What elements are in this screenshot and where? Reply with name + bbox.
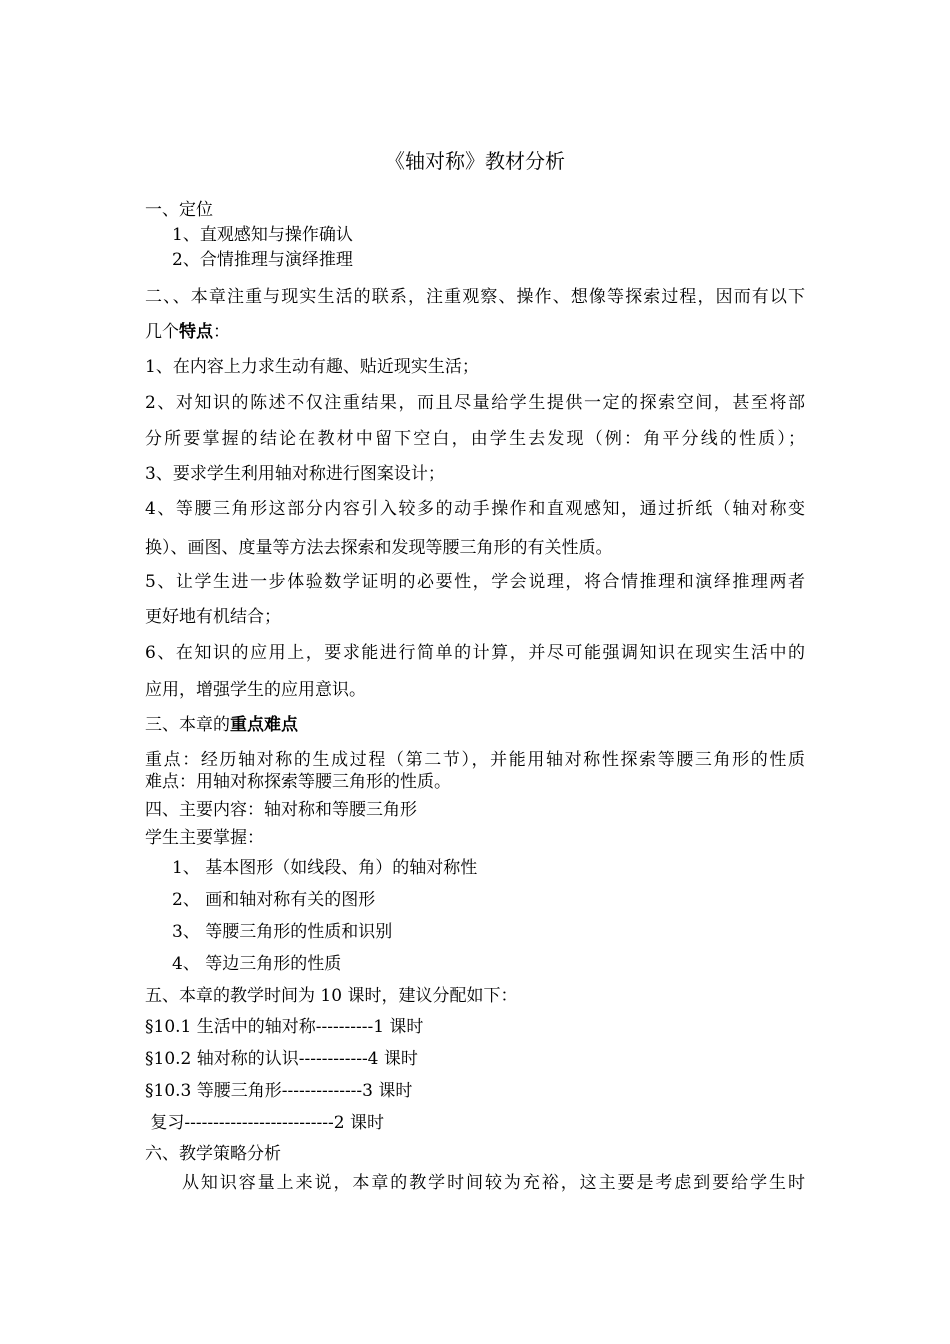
- content-item: 3、 等腰三角形的性质和识别: [172, 922, 393, 942]
- document-title: 《轴对称》教材分析: [385, 149, 565, 173]
- content-item: 2、 画和轴对称有关的图形: [172, 890, 376, 910]
- section-1-item: 2、合情推理与演绎推理: [172, 250, 353, 270]
- feature-2-cont: 分所要掌握的结论在教材中留下空白，由学生去发现（例：角平分线的性质）；: [145, 429, 805, 449]
- section-6-heading: 六、教学策略分析: [145, 1144, 281, 1164]
- section-4-subheading: 学生主要掌握：: [145, 828, 264, 848]
- feature-2: 2、对知识的陈述不仅注重结果，而且尽量给学生提供一定的探索空间，甚至将部: [145, 393, 805, 413]
- heading-text: 三、本章的: [145, 715, 230, 735]
- schedule-item: §10.2 轴对称的认识------------4 课时: [145, 1049, 418, 1069]
- schedule-item: 复习--------------------------2 课时: [145, 1113, 384, 1133]
- feature-6-cont: 应用，增强学生的应用意识。: [145, 680, 366, 700]
- feature-6: 6、在知识的应用上，要求能进行简单的计算，并尽可能强调知识在现实生活中的: [145, 643, 805, 663]
- difficulty: 难点：用轴对称探索等腰三角形的性质。: [145, 772, 451, 792]
- feature-5: 5、让学生进一步体验数学证明的必要性，学会说理，将合情推理和演绎推理两者: [145, 572, 805, 592]
- schedule-item: §10.3 等腰三角形--------------3 课时: [145, 1081, 413, 1101]
- feature-1: 1、在内容上力求生动有趣、贴近现实生活；: [145, 357, 479, 377]
- section-2-intro-cont: [145, 321, 230, 343]
- section-2-intro: 二、、本章注重与现实生活的联系，注重观察、操作、想像等探索过程，因而有以下: [145, 287, 805, 307]
- section-4-heading: 四、主要内容：轴对称和等腰三角形: [145, 800, 417, 820]
- key-point: 重点：经历轴对称的生成过程（第二节），并能用轴对称性探索等腰三角形的性质: [145, 750, 805, 770]
- section-3-heading: [145, 714, 298, 736]
- feature-4: 4、等腰三角形这部分内容引入较多的动手操作和直观感知，通过折纸（轴对称变: [145, 499, 805, 519]
- content-item: 1、 基本图形（如线段、角）的轴对称性: [172, 858, 478, 878]
- feature-4-cont: 换）、画图、度量等方法去探索和发现等腰三角形的有关性质。: [145, 538, 613, 558]
- strategy-paragraph: 从知识容量上来说，本章的教学时间较为充裕，这主要是考虑到要给学生时: [182, 1173, 805, 1193]
- section-1-heading: 一、定位: [145, 200, 213, 220]
- intro-text: 几个: [145, 322, 179, 342]
- schedule-item: §10.1 生活中的轴对称----------1 课时: [145, 1017, 424, 1037]
- key-points-bold-text: 重点难点: [230, 715, 298, 735]
- feature-5-cont: 更好地有机结合；: [145, 607, 281, 627]
- section-1-item: 1、直观感知与操作确认: [172, 225, 353, 245]
- intro-colon: ：: [213, 322, 230, 342]
- features-bold-text: 特点: [179, 322, 213, 342]
- feature-3: 3、要求学生利用轴对称进行图案设计；: [145, 464, 445, 484]
- content-item: 4、 等边三角形的性质: [172, 954, 342, 974]
- section-5-heading: 五、本章的教学时间为 10 课时，建议分配如下：: [145, 986, 518, 1006]
